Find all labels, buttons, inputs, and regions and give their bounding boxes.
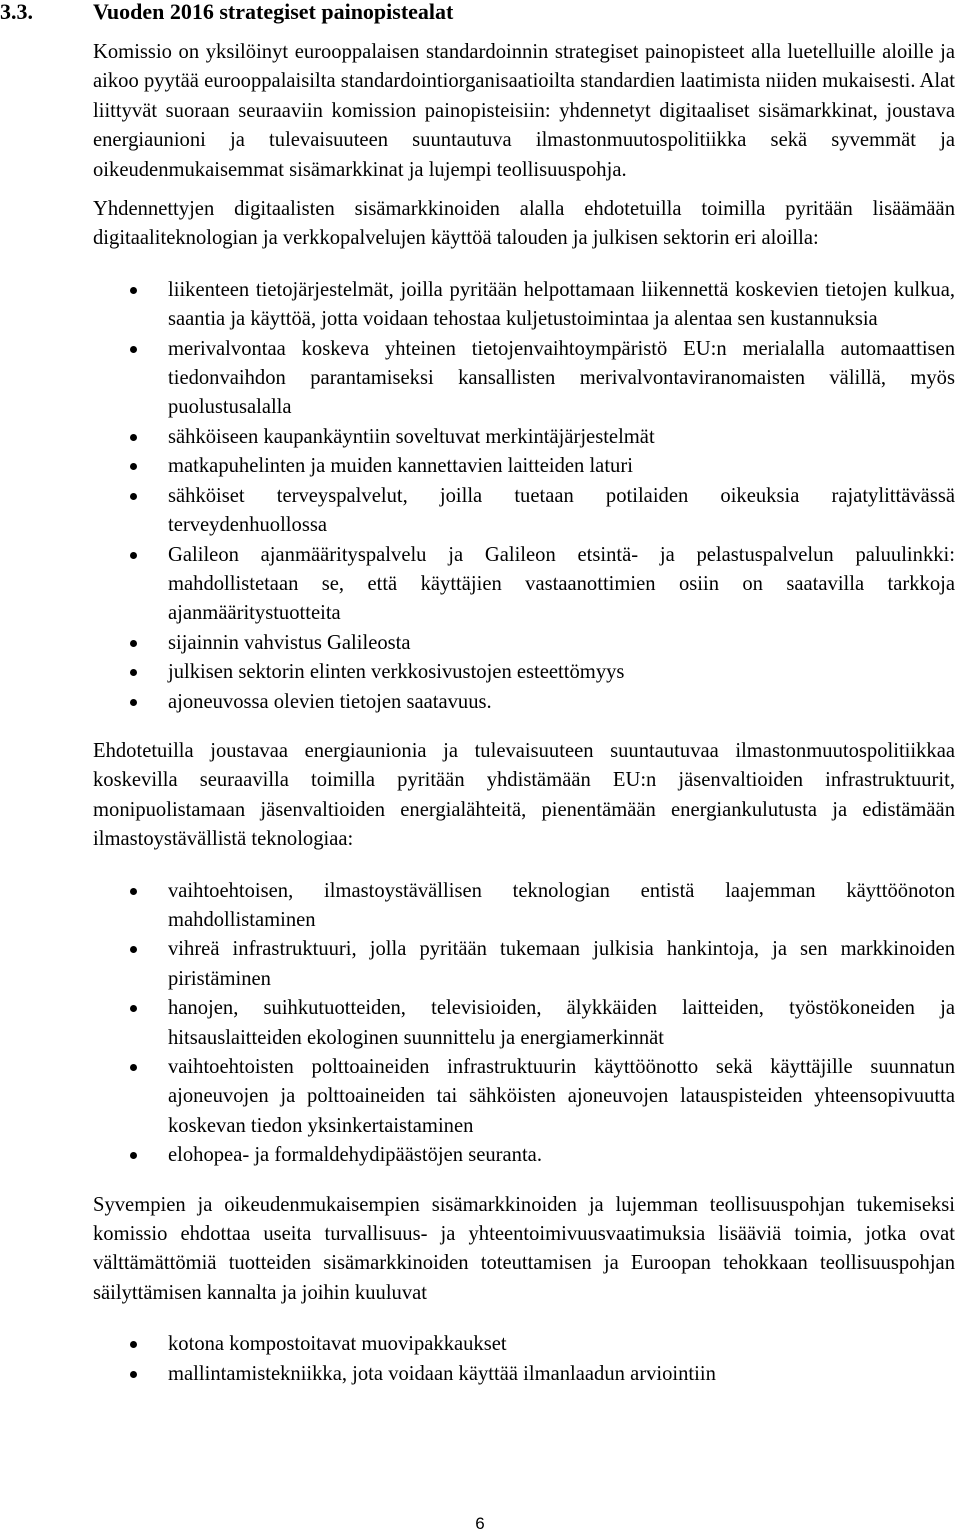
paragraph: Ehdotetuilla joustavaa energiaunionia ja tulevaisuuteen suuntautuvaa ilmastonmuutospolitiikkaa koskevilla seuraavilla toimilla pyritään yhdistämään EU:n jäsenvaltioiden infrastruktuurit, monipuolistamaan jäsenvaltioiden energialähteitä, pienentämään energiankulutusta ja edistämään ilmastoystävällistä teknologiaa: <box>93 739 955 851</box>
document-body <box>93 38 955 1409</box>
paragraph: Komissio on yksilöinyt eurooppalaisen standardoinnin strategiset painopisteet alla luetelluille aloille ja aikoo pyytää eurooppalaisilta standardointiorganisaatioilta standardien laatimista niiden mukaisesti. Alat liittyvät suoraan seuraaviin komission painopisteisiin: yhdennetyt digitaaliset sisämarkkinat, joustava energiaunioni ja tulevaisuuteen suuntautuva ilmastonmuutospolitiikka sekä syvemmät ja oikeudenmukaisemmat sisämarkkinat ja lujempi teollisuuspohja. <box>93 41 955 181</box>
bullet-icon <box>130 946 137 953</box>
list-item: ajoneuvossa olevien tietojen saatavuus. <box>168 688 955 717</box>
bullet-icon <box>130 699 137 706</box>
list-item: sähköiseen kaupankäyntiin soveltuvat merkintäjärjestelmät <box>168 423 955 452</box>
list-item: hanojen, suihkutuotteiden, televisioiden, älykkäiden laitteiden, työstökoneiden ja hitsauslaitteiden ekologinen suunnittelu ja energiamerkinnät <box>168 994 955 1053</box>
section-title: Vuoden 2016 strategiset painopistealat <box>93 0 454 24</box>
list-item: sähköiset terveyspalvelut, joilla tuetaan potilaiden oikeuksia rajatylittävässä terveydenhuollossa <box>168 482 955 541</box>
bullet-icon <box>130 1371 137 1378</box>
list-item: matkapuhelinten ja muiden kannettavien laitteiden laturi <box>168 452 955 481</box>
bullet-icon <box>130 287 137 294</box>
list-item: vaihtoehtoisen, ilmastoystävällisen teknologian entistä laajemman käyttöönoton mahdollistaminen <box>168 877 955 936</box>
list-item: julkisen sektorin elinten verkkosivustojen esteettömyys <box>168 658 955 687</box>
bullet-icon <box>130 888 137 895</box>
bullet-icon <box>130 463 137 470</box>
bullet-icon <box>130 493 137 500</box>
list-item: vaihtoehtoisten polttoaineiden infrastruktuurin käyttöönotto sekä käyttäjille suunnatun ajoneuvojen ja polttoaineiden tai sähköisten ajoneuvojen latauspisteiden yhteensopivuutta koskevan tiedon yksinkertaistaminen <box>168 1053 955 1141</box>
list-item: elohopea- ja formaldehydipäästöjen seuranta. <box>168 1141 955 1170</box>
list-item: vihreä infrastruktuuri, jolla pyritään tukemaan julkisia hankintoja, ja sen markkinoiden piristäminen <box>168 935 955 994</box>
section-number: 3.3. <box>0 0 33 24</box>
bullet-icon <box>130 346 137 353</box>
list-item: merivalvontaa koskeva yhteinen tietojenvaihtoympäristö EU:n merialalla automaattisen tiedonvaihdon parantamiseksi kansallisten merivalvontaviranomaisten välillä, myös puolustusalalla <box>168 335 955 423</box>
paragraph: Syvempien ja oikeudenmukaisempien sisämarkkinoiden ja lujemman teollisuuspohjan tukemiseksi komissio ehdottaa useita turvallisuus- ja yhteentoimivuusvaatimuksia lisääviä toimia, jotka ovat välttämättömiä tuotteiden sisämarkkinoiden toteuttamisen ja Euroopan tehokkaan teollisuuspohjan säilyttämisen kannalta ja joihin kuuluvat <box>93 1193 955 1304</box>
list-item: kotona kompostoitavat muovipakkaukset <box>168 1330 955 1359</box>
digital-markets-list <box>93 276 955 717</box>
bullet-icon <box>130 1341 137 1348</box>
list-item: Galileon ajanmäärityspalvelu ja Galileon etsintä- ja pelastuspalvelun paluulinkki: mahdollistetaan se, että käyttäjien vastaanottimien osiin on saatavilla tarkkoja ajanmääritystuotteita <box>168 541 955 629</box>
bullet-icon <box>130 1064 137 1071</box>
internal-market-list <box>93 1330 955 1389</box>
list-item: sijainnin vahvistus Galileosta <box>168 629 955 658</box>
paragraph: Yhdennettyjen digitaalisten sisämarkkinoiden alalla ehdotetuilla toimilla pyritään lisäämään digitaaliteknologian ja verkkopalvelujen käyttöä talouden ja julkisen sektorin eri aloilla: <box>93 198 955 250</box>
bullet-icon <box>130 434 137 441</box>
bullet-icon <box>130 552 137 559</box>
bullet-icon <box>130 640 137 647</box>
bullet-icon <box>130 669 137 676</box>
list-item: mallintamistekniikka, jota voidaan käyttää ilmanlaadun arviointiin <box>168 1360 955 1389</box>
section-heading <box>0 0 453 24</box>
bullet-icon <box>130 1152 137 1159</box>
page-number: 6 <box>475 1514 485 1533</box>
list-item: liikenteen tietojärjestelmät, joilla pyritään helpottamaan liikennettä koskevien tietojen kulkua, saantia ja käyttöä, jotta voidaan tehostaa kuljetustoimintaa ja alentaa sen kustannuksia <box>168 276 955 335</box>
energy-union-list <box>93 877 955 1171</box>
bullet-icon <box>130 1005 137 1012</box>
